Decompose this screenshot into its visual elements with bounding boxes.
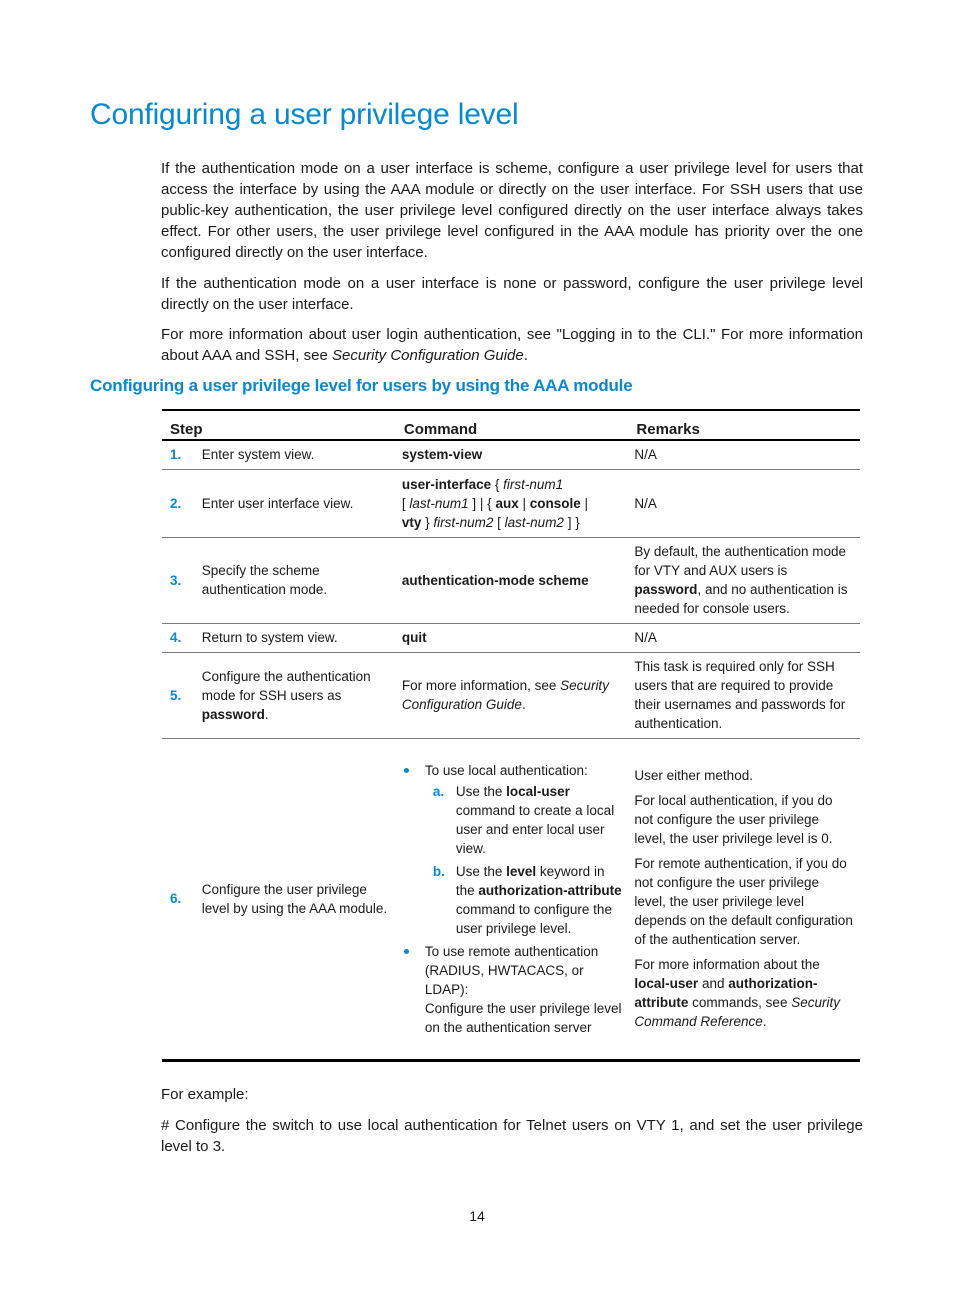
step-command: For more information, see Security Configuration Guide. xyxy=(396,652,629,738)
step-number: 2. xyxy=(162,469,192,537)
page-title: Configuring a user privilege level xyxy=(90,98,519,131)
step-number: 6. xyxy=(162,738,192,1060)
step-description: Configure the authentication mode for SSH users as password. xyxy=(192,652,396,738)
table-row xyxy=(162,440,860,469)
step-description: Enter user interface view. xyxy=(192,469,396,537)
for-example-text: For example: xyxy=(161,1086,249,1103)
header-step: Step xyxy=(162,410,396,440)
table-row xyxy=(162,469,860,537)
step-description: Return to system view. xyxy=(192,623,396,652)
step-command xyxy=(396,738,629,1060)
method-list xyxy=(402,761,623,1037)
step-number: 5. xyxy=(162,652,192,738)
example-description: # Configure the switch to use local authentication for Telnet users on VTY 1, and set the user privilege level to 3. xyxy=(161,1117,863,1155)
step-number: 1. xyxy=(170,447,182,463)
local-steps-list xyxy=(425,782,623,938)
step-command: authentication-mode scheme xyxy=(396,537,629,623)
steps-table xyxy=(162,409,860,1062)
step-description: Specify the scheme authentication mode. xyxy=(192,537,396,623)
step-description: Enter system view. xyxy=(201,447,315,463)
header-command: Command xyxy=(396,410,629,440)
step-number: 4. xyxy=(162,623,192,652)
table-row xyxy=(162,652,860,738)
step-command: quit xyxy=(396,623,629,652)
list-item: To use local authentication: a. Use the local-user command to create a local user and enter local user view. b. Use the level keyword in the authorization-attribute command to configure the user privilege level. xyxy=(402,761,623,938)
step-remarks: By default, the authentication mode for VTY and AUX users is password, and no authentication is needed for console users. xyxy=(628,537,860,623)
list-item: b. Use the level keyword in the authorization-attribute command to configure the user privilege level. xyxy=(432,863,622,936)
list-item: a. Use the local-user command to create a local user and enter local user view. xyxy=(432,783,615,856)
step-command: user-interface { first-num1 [ last-num1 ] | { aux | console | vty } first-num2 [ last-num2 ] } xyxy=(396,469,629,537)
section-subtitle: Configuring a user privilege level for users by using the AAA module xyxy=(90,376,633,395)
step-remarks: N/A xyxy=(628,469,860,537)
step-command: system-view xyxy=(401,447,483,463)
intro-paragraph-2: If the authentication mode on a user interface is none or password, configure the user privilege level directly on the user interface. xyxy=(161,275,863,313)
table-row xyxy=(162,738,860,1060)
intro-paragraph-1: If the authentication mode on a user interface is scheme, configure a user privilege level for users that access the interface by using the AAA module or directly on the user interface. For SSH users that use public-key authentication, the user privilege level configured directly on the user interface always takes effect. For other users, the user privilege level configured in the AAA module has priority over the one configured directly on the user interface. xyxy=(161,160,863,261)
header-remarks: Remarks xyxy=(628,410,860,440)
guide-reference: Security Configuration Guide xyxy=(331,347,524,364)
step-description: Configure the user privilege level by using the AAA module. xyxy=(192,738,396,1060)
step-remarks: N/A xyxy=(634,447,657,463)
table-row xyxy=(162,623,860,652)
step-remarks: User either method. For local authentication, if you do not configure the user privilege level, the user privilege level is 0. For remote authentication, if you do not configure the user privilege level, the user privilege level depends on the default configuration of the authentication server. For more information about the local-user and authorization-attribute commands, see Security Command Reference. xyxy=(628,738,860,1060)
list-item: To use remote authentication (RADIUS, HWTACACS, or LDAP): Configure the user privilege level on the authentication server xyxy=(402,942,623,1037)
step-remarks: This task is required only for SSH users that are required to provide their usernames and passwords for authentication. xyxy=(628,652,860,738)
step-number: 3. xyxy=(162,537,192,623)
step-remarks: N/A xyxy=(628,623,860,652)
more-info-paragraph: For more information about user login authentication, see "Logging in to the CLI." For more information about AAA and SSH, see Security Configuration Guide. xyxy=(161,326,863,364)
page-number: 14 xyxy=(469,1208,485,1224)
table-row xyxy=(162,537,860,623)
table-header-row xyxy=(162,410,860,440)
